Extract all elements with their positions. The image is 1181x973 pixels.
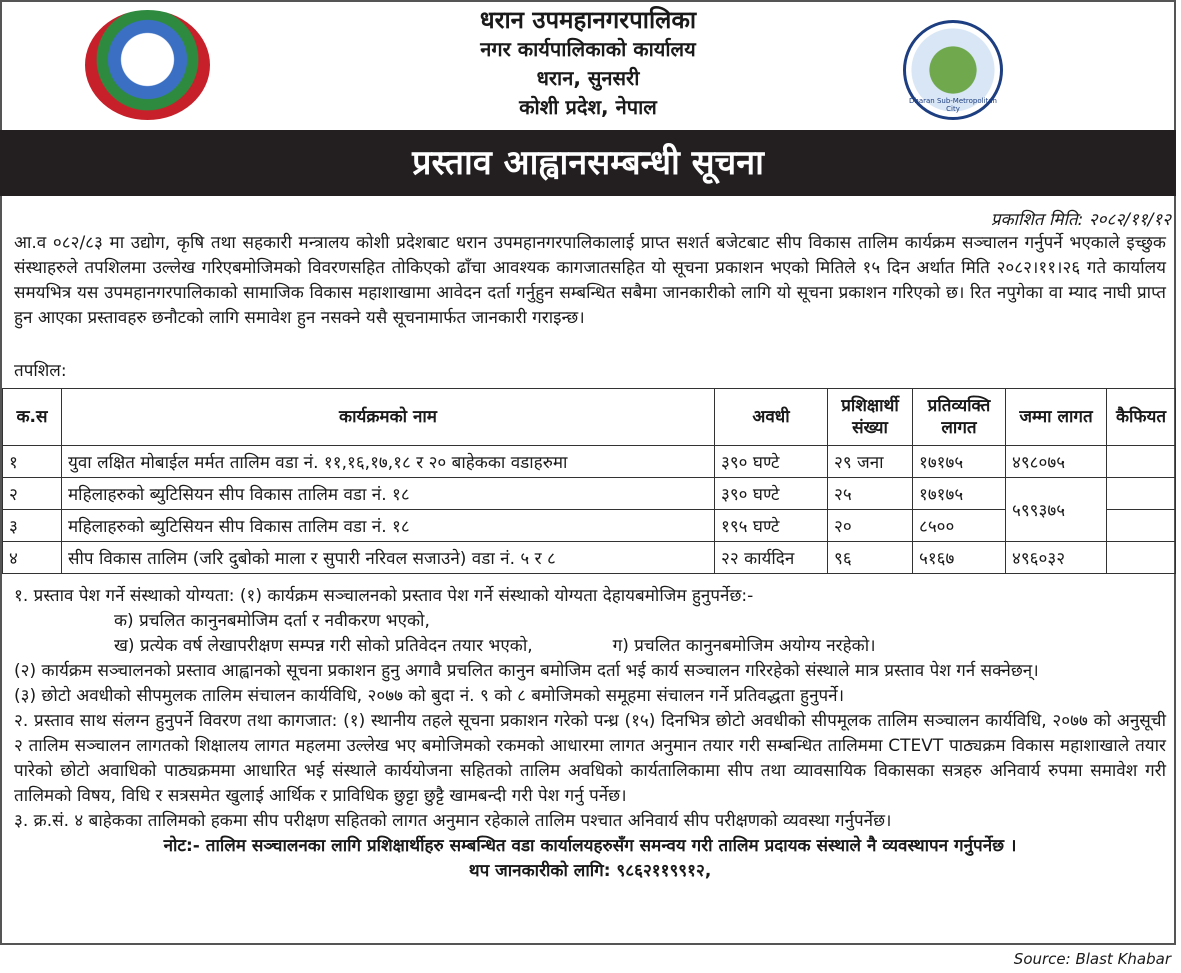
documents-section: २. प्रस्ताव साथ संलग्न हुनुपर्ने विवरण तथा कागजात: (१) स्थानीय तहले सूचना प्रकाशन गरेको पन्ध्र (१५) दिनभित्र छोटो अवधीको सीपमूलक तालिम सञ्चालन कार्यविधि, २०७७ को अनुसूची २ तालिम सञ्चालन लागतको शिक्षालय लागत महलमा उल्लेख भए बमोजिमको रकमको आधारमा लागत अनुमान तयार गरी सम्बन्धित तालिममा CTEVT पाठ्यक्रम विकास महाशाखाले तयार पारेको छोटो अवाधिको पाठ्यक्रममा आधारित भई संस्थाले कार्ययोजना सहितको तालिम अवधिको कार्यतालिकामा सीप तथा व्यावसायिक विकासका सत्रहरु अनिवार्य रुपमा समावेश गरी तालिमको विषय, विधि र सत्रसमेत खुलाई आर्थिक र प्राविधिक छुट्टा छुट्टै खामबन्दी गरी पेश गर्नु पर्नेछ। [14, 711, 1166, 806]
cell: ३९० घण्टे [715, 446, 828, 478]
cell: २५ [828, 478, 913, 510]
province: कोशी प्रदेश, नेपाल [519, 95, 657, 119]
cell: ४ [3, 542, 62, 574]
header [0, 0, 1176, 130]
col-sn: क.स [3, 389, 62, 446]
cell: २० [828, 510, 913, 542]
location: धरान, सुनसरी [536, 66, 640, 90]
cell: १९५ घण्टे [715, 510, 828, 542]
table-row [3, 478, 1176, 510]
condition-1: १. प्रस्ताव पेश गर्ने संस्थाको योग्यता: (१) कार्यक्रम सञ्चालनको प्रस्ताव पेश गर्ने संस्थाको योग्यता देहायबमोजिम हुनुपर्नेछ:- [14, 586, 754, 606]
col-trainees: प्रशिक्षार्थी संख्या [828, 389, 913, 446]
cell: ९६ [828, 542, 913, 574]
program-table [2, 388, 1176, 574]
skill-test-section: ३. क्र.सं. ४ बाहेकका तालिमको हकमा सीप परीक्षण सहितको लागत अनुमान रहेकाले तालिम पश्चात अनिवार्य सीप परीक्षणको व्यवस्था गर्नुपर्नेछ। [14, 811, 892, 831]
note: नोट:- तालिम सञ्चालनका लागि प्रशिक्षार्थीहरु सम्बन्धित वडा कार्यालयहरुसँग समन्वय गरी तालिम प्रदायक संस्थाले नै व्यवस्थापन गर्नुपर्नेछ । [163, 836, 1017, 856]
condition-3: (३) छोटो अवधीको सीपमुलक तालिम संचालन कार्यविधि, २०७७ को बुदा नं. ९ को ८ बमोजिमको समूहमा संचालन गर्ने प्रतिवद्धता हुनुपर्ने। [14, 686, 845, 706]
table-header [3, 389, 1176, 446]
condition-kha: ख) प्रत्येक वर्ष लेखापरीक्षण सम्पन्न गरी सोको प्रतिवेदन तयार भएको, [114, 636, 533, 656]
table-row [3, 510, 1176, 542]
col-per-cost: प्रतिव्यक्ति लागत [913, 389, 1006, 446]
cell: २ [3, 478, 62, 510]
condition-2: (२) कार्यक्रम सञ्चालनको प्रस्ताव आह्वानको सूचना प्रकाशन हुनु अगावै प्रचलित कानुन बमोजिम दर्ता भई कार्य सञ्चालन गरिरहेको संस्थाले मात्र प्रस्ताव पेश गर्न सक्नेछन्। [14, 661, 1039, 681]
intro-paragraph: आ.व ०८२/८३ मा उद्योग, कृषि तथा सहकारी मन्त्रालय कोशी प्रदेशबाट धरान उपमहानगरपालिकालाई प्राप्त सशर्त बजेटबाट सीप विकास तालिम कार्यक्रम सञ्चालन गर्नुपर्ने भएकाले इच्छुक संस्थाहरुले तपशिलमा उल्लेख गरिएबमोजिमको विवरणसहित तोकिएको ढाँचा आवश्यक कागजातसहित यो सूचना प्रकाशन भएको मितिले १५ दिन अर्थात मिति २०८२।११।२६ गते कार्यालय समयभित्र यस उपमहानगरपालिकाको सामाजिक विकास महाशाखामा आवेदन दर्ता गर्नुहुन सम्बन्धित सबैमा जानकारीको लागि यो सूचना प्रकाशन गरिएको छ। रित नपुगेका वा म्याद नाघी प्राप्त हुन आएका प्रस्तावहरु छनौटको लागि समावेश हुन नसक्ने यसै सूचनामार्फत जानकारी गराइन्छ। [14, 233, 1166, 328]
condition-kha-ga [14, 634, 1166, 659]
contact: थप जानकारीको लागि: ९८६२११९९१२, [468, 861, 712, 881]
cell: १७१७५ [913, 446, 1006, 478]
cell: ५१६७ [913, 542, 1006, 574]
municipality-seal-logo [903, 20, 1003, 120]
published-date: प्रकाशित मिति: २०८२/११/१२ [990, 210, 1171, 230]
cell: महिलाहरुको ब्युटिसियन सीप विकास तालिम वडा नं. १८ [62, 478, 715, 510]
cell: ४९६०३२ [1006, 542, 1107, 574]
cell: ३ [3, 510, 62, 542]
condition-ga: ग) प्रचलित कानुनबमोजिम अयोग्य नरहेको। [612, 636, 876, 656]
col-program: कार्यक्रमको नाम [62, 389, 715, 446]
cell: १ [3, 446, 62, 478]
col-duration: अवधी [715, 389, 828, 446]
municipality-name: धरान उपमहानगरपालिका [479, 6, 697, 34]
nepal-emblem-logo [85, 10, 210, 120]
cell [1107, 446, 1176, 478]
cell: युवा लक्षित मोबाईल मर्मत तालिम वडा नं. ११,१६,१७,१८ र २० बाहेकका वडाहरुमा [62, 446, 715, 478]
cell: महिलाहरुको ब्युटिसियन सीप विकास तालिम वडा नं. १८ [62, 510, 715, 542]
cell: ३९० घण्टे [715, 478, 828, 510]
seal-text: Dharan Sub-Metropolitan City [909, 97, 997, 113]
cell [1107, 542, 1176, 574]
table-row [3, 446, 1176, 478]
cell [1107, 510, 1176, 542]
cell: १७१७५ [913, 478, 1006, 510]
cell: २९ जना [828, 446, 913, 478]
cell: ८५०० [913, 510, 1006, 542]
col-remarks: कैफियत [1107, 389, 1176, 446]
table-row [3, 542, 1176, 574]
cell: सीप विकास तालिम (जरि दुबोको माला र सुपारी नरिवल सजाउने) वडा नं. ५ र ८ [62, 542, 715, 574]
cell [1107, 478, 1176, 510]
conditions [14, 584, 1166, 884]
condition-ka: क) प्रचलित कानुनबमोजिम दर्ता र नवीकरण भएको, [114, 611, 430, 631]
notice-title: प्रस्ताव आह्वानसम्बन्धी सूचना [0, 130, 1176, 196]
cell: २२ कार्यदिन [715, 542, 828, 574]
source-credit: Source: Blast Khabar [1013, 950, 1171, 968]
col-total-cost: जम्मा लागत [1006, 389, 1107, 446]
cell: ४९८०७५ [1006, 446, 1107, 478]
schedule-label: तपशिल: [14, 361, 67, 381]
cell-merged-total: ५९९३७५ [1006, 478, 1107, 542]
office-name: नगर कार्यपालिकाको कार्यालय [480, 37, 696, 61]
